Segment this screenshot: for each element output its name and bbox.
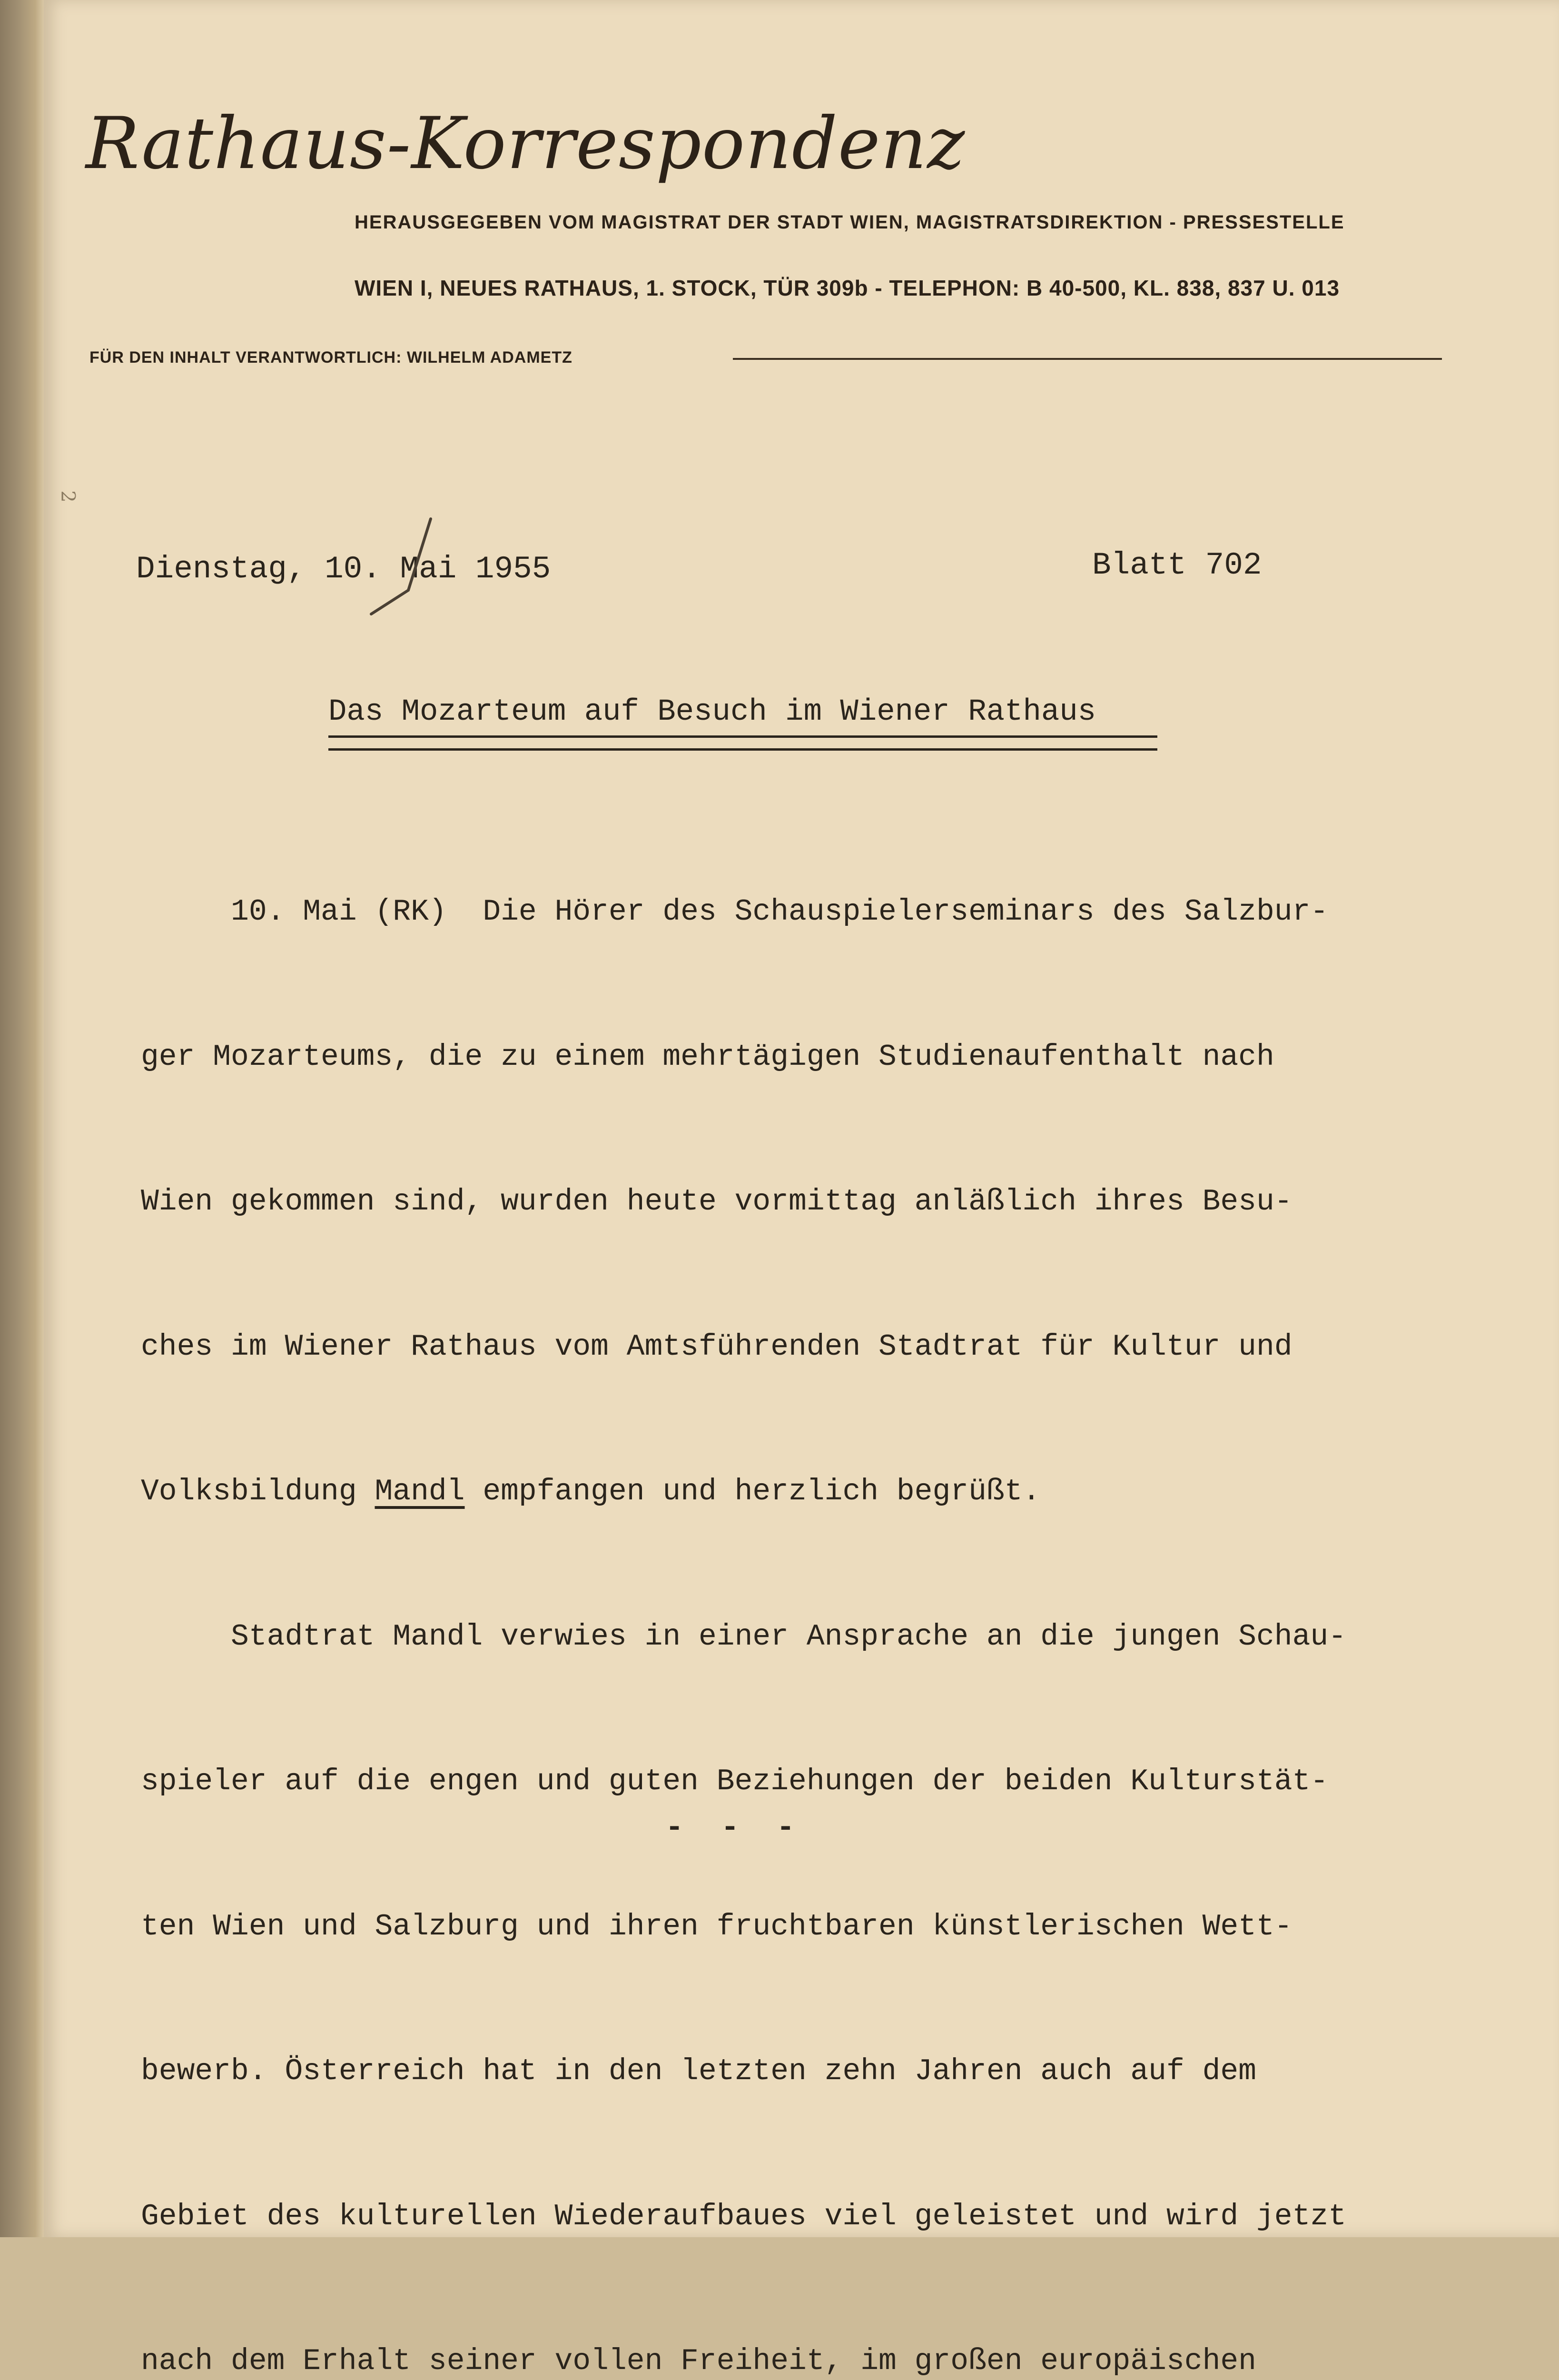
body-line: bewerb. Österreich hat in den letzten zehn Jahren auch auf dem xyxy=(141,2054,1256,2088)
body-line: spieler auf die engen und guten Beziehungen der beiden Kulturstät- xyxy=(141,1765,1329,1798)
responsible-line: FÜR DEN INHALT VERANTWORTLICH: WILHELM ADAMETZ xyxy=(89,348,572,367)
headline-double-rule xyxy=(328,735,1157,751)
body-line: ten Wien und Salzburg und ihren fruchtbaren künstlerischen Wett- xyxy=(141,1909,1293,1944)
sheet-number: Blatt 702 xyxy=(1092,547,1262,583)
margin-pencil-mark: 2 xyxy=(57,490,79,503)
publisher-line: HERAUSGEGEBEN VOM MAGISTRAT DER STADT WIEN, MAGISTRATSDIREKTION - PRESSESTELLE xyxy=(355,212,1345,233)
body-line: Gebiet des kulturellen Wiederaufbaues viel geleistet und wird jetzt xyxy=(141,2199,1347,2233)
address-line: WIEN I, NEUES RATHAUS, 1. STOCK, TÜR 309b - TELEPHON: B 40-500, KL. 838, 837 U. 013 xyxy=(355,276,1340,300)
article-body xyxy=(141,791,1454,2380)
body-line: 10. Mai (RK) Die Hörer des Schauspielerseminars des Salzbur- xyxy=(141,895,1329,929)
body-line: ger Mozarteums, die zu einem mehrtägigen Studienaufenthalt nach xyxy=(141,1040,1274,1074)
body-line: Wien gekommen sind, wurden heute vormittag anläßlich ihres Besu- xyxy=(141,1185,1293,1219)
body-text-segment: Volksbildung xyxy=(141,1475,375,1508)
body-line: ches im Wiener Rathaus vom Amtsführenden Stadtrat für Kultur und xyxy=(141,1329,1293,1364)
body-text-segment: empfangen und herzlich begrüßt. xyxy=(464,1475,1041,1508)
body-line: Stadtrat Mandl verwies in einer Ansprache an die jungen Schau- xyxy=(141,1619,1347,1654)
article-headline: Das Mozarteum auf Besuch im Wiener Rathaus xyxy=(328,695,1096,729)
masthead-title: Rathaus-Korrespondenz xyxy=(86,102,966,185)
body-line: nach dem Erhalt seiner vollen Freiheit, im großen europäischen xyxy=(141,2344,1256,2378)
body-line xyxy=(141,1468,1454,1516)
underlined-name-mandl: Mandl xyxy=(375,1475,465,1508)
end-mark: - - - xyxy=(665,1811,805,1845)
dateline: Dienstag, 10. Mai 1955 xyxy=(136,551,551,587)
